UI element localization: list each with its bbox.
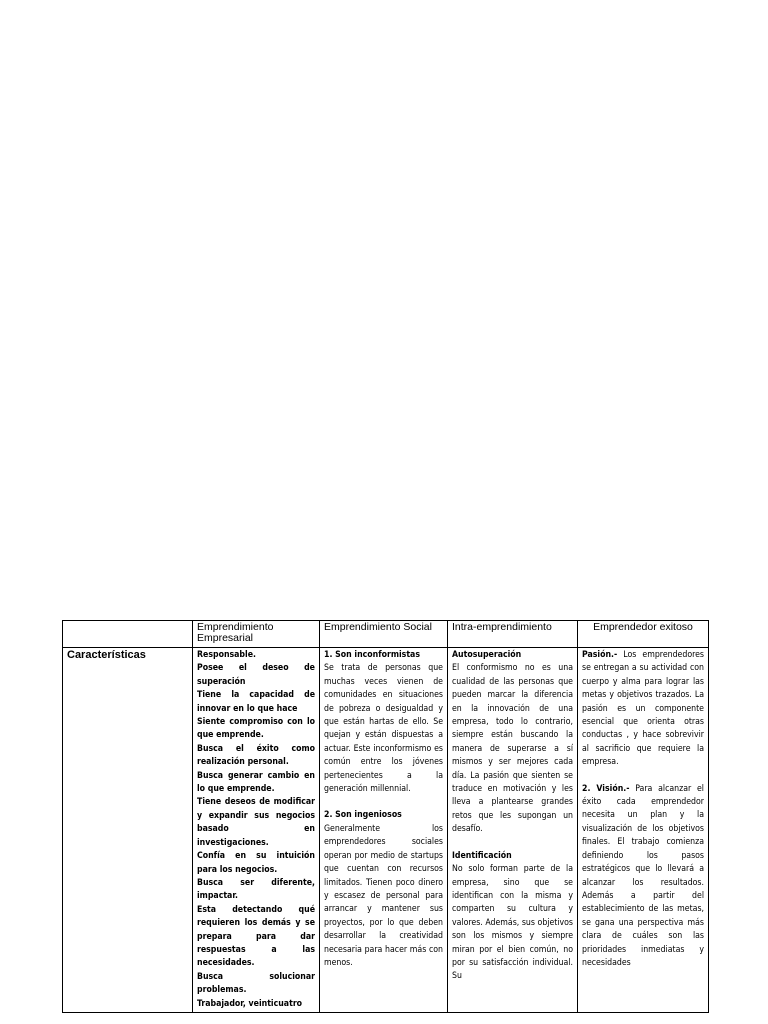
intra-text	[452, 649, 573, 1011]
header-emprendedor-exitoso: Emprendedor exitoso	[578, 621, 709, 648]
exitoso-text	[582, 649, 704, 1011]
empresarial-item: Busca ser diferente, impactar.	[197, 877, 315, 902]
empresarial-item: Responsable.	[197, 650, 256, 660]
header-empty-cell	[63, 621, 193, 648]
header-row	[63, 621, 709, 648]
exitoso-body-1: Los emprendedores se entregan a su actividad con cuerpo y alma para lograr las metas y objetivos trazados. La pasión es un componente esencial que orienta otras conductas , y hace sobrevivir al sacrificio que requiere la empresa.	[582, 650, 704, 768]
intra-paragraph-1: El conformismo no es una cualidad de las personas que pueden marcar la diferencia en la innovación de una empresa, todo lo contrario, siempre están buscando la manera de superarse a sí mismos y ser mejores cada día. La pasión que sienten se traduce en motivación y les lleva a plantearse grandes retos que les supongan un desafío.	[452, 663, 573, 835]
social-text	[324, 649, 443, 1011]
empresarial-item: Siente compromiso con lo que emprende.	[197, 717, 315, 741]
exitoso-cell	[578, 648, 709, 1013]
intra-heading-1: Autosuperación	[452, 650, 522, 660]
empresarial-list	[197, 649, 315, 1011]
empresarial-item: Busca solucionar problemas.	[197, 971, 315, 996]
empresarial-item: Tiene la capacidad de innovar en lo que hace	[197, 690, 315, 714]
comparison-table	[62, 620, 709, 1013]
intra-heading-2: Identificación	[452, 850, 512, 861]
row-label: Características	[67, 649, 146, 661]
empresarial-item: Confía en su intuición para los negocios.	[197, 851, 315, 875]
empresarial-item: Busca generar cambio en lo que emprende.	[197, 770, 315, 795]
exitoso-body-2: Para alcanzar el éxito cada emprendedor necesita un plan y la visualización de los objetivos finales. El trabajo comienza definiendo los pasos estratégicos que lo llevará a alcanzar los resultados. Además a partir del establecimiento de las metas, se gana una perspectiva más clara de cuáles son las prioridades inmediatas y necesidades	[582, 783, 704, 968]
social-heading-1: 1. Son inconformistas	[324, 650, 420, 660]
empresarial-item: Trabajador, veinticuatro	[197, 998, 303, 1009]
empresarial-item: Busca el éxito como realización personal.	[197, 743, 315, 768]
header-emprendimiento-empresarial: Emprendimiento Empresarial	[193, 621, 320, 648]
empresarial-cell	[193, 648, 320, 1013]
header-emprendimiento-social: Emprendimiento Social	[320, 621, 448, 648]
social-paragraph-1: Se trata de personas que muchas veces vienen de comunidades en situaciones de pobreza o desigualdad y que están hartas de ello. Se quejan y están dispuestas a actuar. Este inconformismo es común entre los jóvenes pertenecientes a la generación millennial.	[324, 663, 443, 795]
intra-paragraph-2: No solo forman parte de la empresa, sino que se identifican con la misma y comparten su cultura y valores. Además, sus objetivos son los mismos y siempre miran por el bien común, no por su satisfacción individual. Su	[452, 864, 573, 982]
social-heading-2: 2. Son ingeniosos	[324, 810, 402, 821]
social-paragraph-2: Generalmente los emprendedores sociales operan por medio de startups que cuentan con recursos limitados. Tienen poco dinero y escasez de personal para arrancar y mantener sus proyectos, por lo que deben desarrollar la creatividad necesaria para hacer más con menos.	[324, 823, 443, 968]
row-label-cell	[63, 648, 193, 1013]
header-intra-emprendimiento: Intra-emprendimiento	[448, 621, 578, 648]
characteristics-row	[63, 648, 709, 1013]
social-cell	[320, 648, 448, 1013]
empresarial-item: Esta detectando qué requieren los demás y se prepara para dar respuestas a las necesidades.	[197, 904, 315, 969]
intra-cell	[448, 648, 578, 1013]
exitoso-paragraph-1	[582, 649, 704, 770]
empresarial-item: Tiene deseos de modificar y expandir sus negocios basado en investigaciones.	[197, 797, 315, 848]
empresarial-item: Posee el deseo de superación	[197, 663, 315, 687]
exitoso-heading-2: 2. Visión.-	[582, 783, 630, 794]
exitoso-heading-1: Pasión.-	[582, 650, 618, 660]
exitoso-paragraph-2	[582, 783, 704, 971]
